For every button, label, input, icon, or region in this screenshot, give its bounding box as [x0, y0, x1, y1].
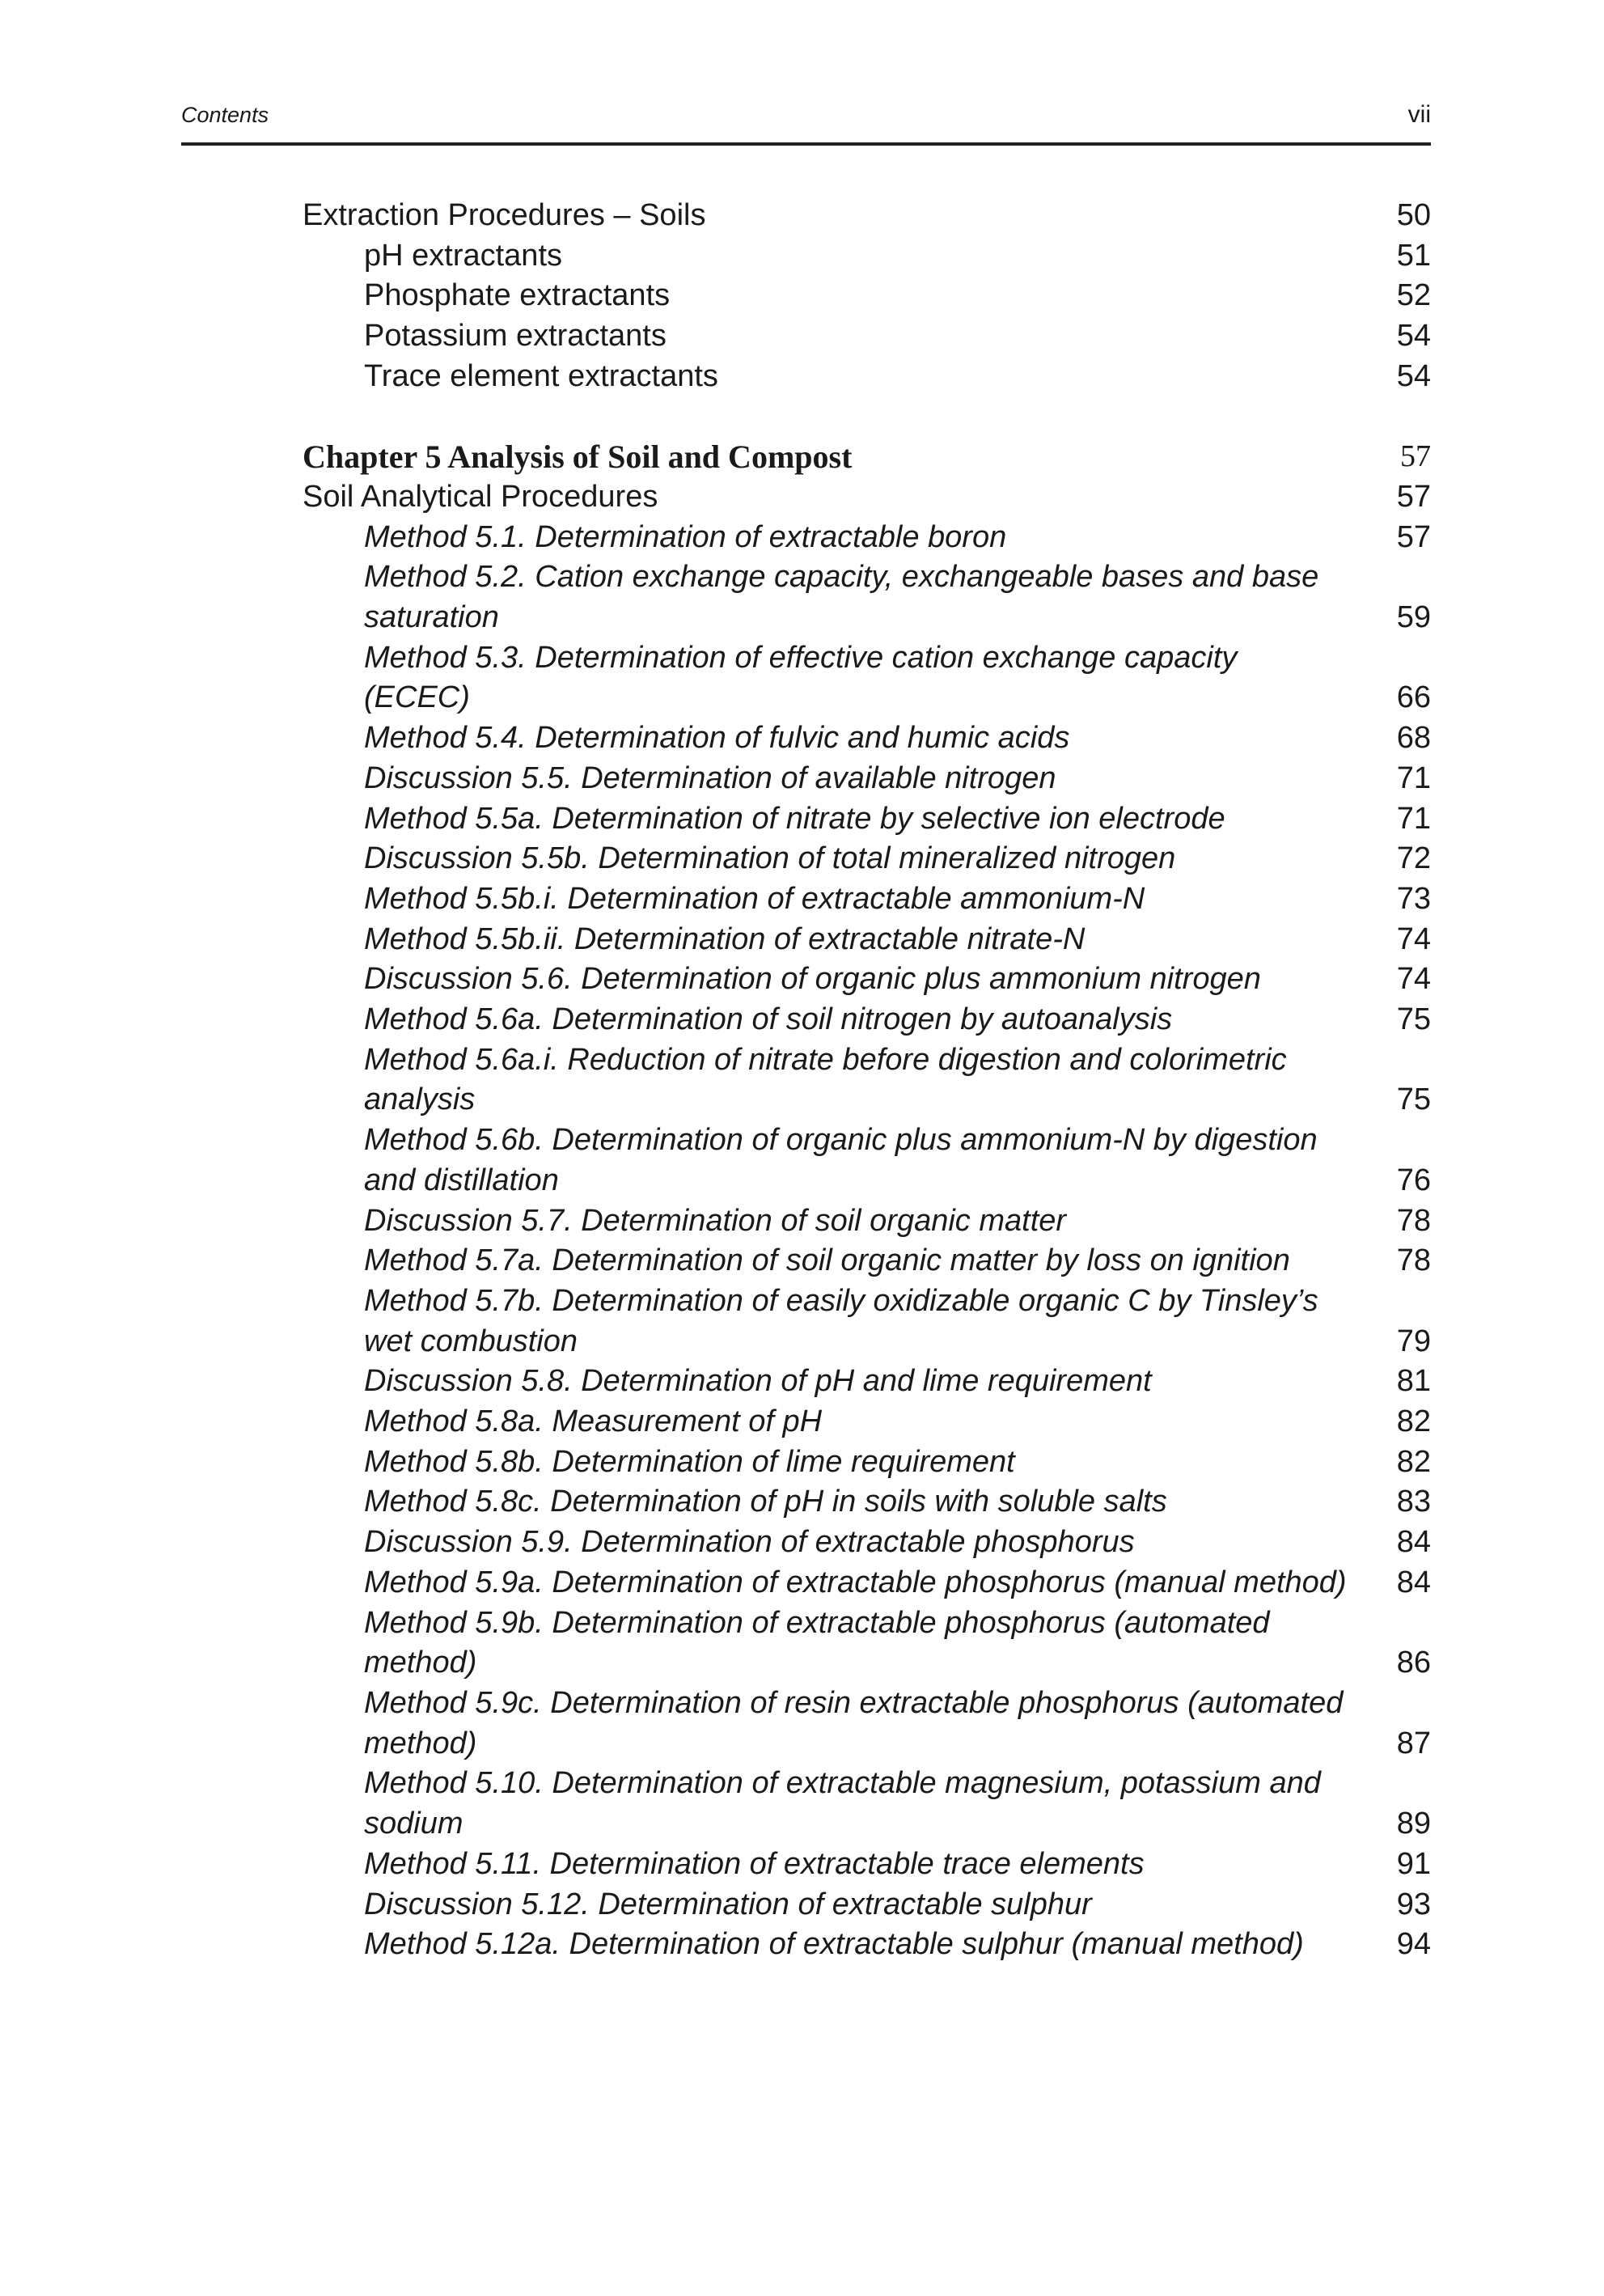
toc-entry-page: 84	[1396, 1565, 1431, 1599]
toc-entry-title: Potassium extractants	[364, 319, 667, 354]
toc-entry-method	[303, 1684, 1431, 1764]
toc-entry-page: 72	[1396, 841, 1431, 876]
toc-entry-title: Method 5.7b. Determination of easily oxidizable organic C by Tinsley’s wet combustion	[364, 1283, 1318, 1358]
toc-entry-page: 91	[1396, 1846, 1431, 1881]
toc-entry-subsection	[303, 236, 1431, 277]
toc-entry-subsection	[303, 357, 1431, 397]
toc-entry-title: Method 5.5b.i. Determination of extractable ammonium-N	[364, 881, 1145, 916]
toc-entry-title: pH extractants	[364, 238, 562, 273]
chapter-page: 57	[1400, 439, 1431, 474]
toc-entry-title: Trace element extractants	[364, 358, 718, 393]
method-list	[303, 518, 1431, 1965]
toc-entry-page: 81	[1396, 1364, 1431, 1399]
toc-entry-page: 71	[1396, 760, 1431, 795]
toc-entry-page: 68	[1396, 721, 1431, 756]
toc-entry-page: 78	[1396, 1203, 1431, 1238]
toc-entry-page: 89	[1396, 1807, 1431, 1841]
toc-entry-section	[303, 196, 1431, 236]
toc-entry-method	[303, 718, 1431, 759]
toc-entry-title: Method 5.5b.ii. Determination of extractable nitrate-N	[364, 921, 1086, 956]
toc-entry-title: Method 5.8a. Measurement of pH	[364, 1404, 823, 1439]
toc-entry-title: Discussion 5.6. Determination of organic plus ammonium nitrogen	[364, 962, 1261, 997]
toc-entry-page: 93	[1396, 1887, 1431, 1921]
toc-entry-page: 50	[1396, 198, 1431, 232]
toc-entry-title: Method 5.12a. Determination of extractable sulphur (manual method)	[364, 1927, 1304, 1962]
toc-entry-title: Method 5.8b. Determination of lime requirement	[364, 1444, 1015, 1479]
toc-entry-page: 59	[1396, 600, 1431, 635]
toc-entry-page: 75	[1396, 1002, 1431, 1037]
toc-entry-method	[303, 1201, 1431, 1242]
toc-entry-method	[303, 518, 1431, 558]
toc-entry-title: Method 5.4. Determination of fulvic and humic acids	[364, 721, 1070, 756]
toc-entry-page: 74	[1396, 921, 1431, 956]
toc-entry-page: 87	[1396, 1726, 1431, 1760]
toc-entry-title: Method 5.9c. Determination of resin extractable phosphorus (automated method)	[364, 1686, 1344, 1760]
toc-entry-page: 73	[1396, 881, 1431, 916]
toc-entry-chapter	[303, 437, 1431, 477]
toc-entry-subsection	[303, 316, 1431, 357]
toc-entry-page: 51	[1396, 238, 1431, 273]
toc-entry-page: 86	[1396, 1646, 1431, 1680]
toc-entry-page: 66	[1396, 680, 1431, 715]
toc-entry-method	[303, 1000, 1431, 1040]
toc-entry-title: Discussion 5.5. Determination of available nitrogen	[364, 760, 1056, 795]
toc-entry-title: Discussion 5.7. Determination of soil organic matter	[364, 1203, 1067, 1238]
toc-entry-method	[303, 1402, 1431, 1442]
toc-entry-page: 74	[1396, 962, 1431, 997]
toc-entry-method	[303, 1764, 1431, 1844]
toc-entry-method	[303, 1120, 1431, 1201]
toc-entry-method	[303, 1563, 1431, 1603]
toc-entry-title: Method 5.1. Determination of extractable boron	[364, 519, 1007, 554]
toc-entry-page: 57	[1396, 519, 1431, 554]
toc-entry-title: Method 5.3. Determination of effective cation exchange capacity (ECEC)	[364, 640, 1238, 715]
toc-entry-title: Discussion 5.9. Determination of extractable phosphorus	[364, 1525, 1135, 1560]
toc-entry-method	[303, 1040, 1431, 1120]
toc-entry-method	[303, 1603, 1431, 1684]
toc-entry-title: Method 5.6b. Determination of organic plus ammonium-N by digestion and distillation	[364, 1123, 1318, 1197]
toc-entry-method	[303, 557, 1431, 638]
toc-entry-page: 75	[1396, 1082, 1431, 1117]
toc-entry-page: 82	[1396, 1404, 1431, 1439]
toc-entry-method	[303, 879, 1431, 920]
running-head-title: Contents	[181, 103, 269, 127]
toc-entry-method	[303, 1925, 1431, 1965]
toc-entry-section	[303, 477, 1431, 518]
toc-entry-page: 57	[1396, 479, 1431, 514]
table-of-contents	[303, 196, 1431, 1965]
toc-entry-method	[303, 839, 1431, 879]
toc-entry-title: Method 5.6a. Determination of soil nitrogen by autoanalysis	[364, 1002, 1173, 1037]
toc-entry-title: Discussion 5.5b. Determination of total mineralized nitrogen	[364, 841, 1176, 876]
toc-entry-title: Method 5.9b. Determination of extractable phosphorus (automated method)	[364, 1605, 1270, 1680]
toc-entry-method	[303, 1442, 1431, 1483]
toc-entry-method	[303, 638, 1431, 718]
toc-entry-page: 54	[1396, 319, 1431, 354]
toc-entry-method	[303, 1241, 1431, 1281]
toc-entry-method	[303, 1885, 1431, 1925]
toc-entry-page: 71	[1396, 801, 1431, 836]
toc-entry-method	[303, 959, 1431, 1000]
chapter-title: Chapter 5 Analysis of Soil and Compost	[303, 438, 853, 476]
toc-entry-page: 54	[1396, 358, 1431, 393]
toc-entry-title: Soil Analytical Procedures	[303, 479, 658, 514]
toc-entry-method	[303, 1523, 1431, 1563]
toc-entry-method	[303, 1281, 1431, 1362]
toc-entry-title: Method 5.5a. Determination of nitrate by selective ion electrode	[364, 801, 1225, 836]
spacer	[303, 397, 1431, 438]
toc-entry-title: Discussion 5.12. Determination of extractable sulphur	[364, 1887, 1092, 1921]
toc-entry-page: 78	[1396, 1243, 1431, 1278]
toc-entry-page: 83	[1396, 1485, 1431, 1519]
toc-entry-page: 84	[1396, 1525, 1431, 1560]
toc-entry-method	[303, 1482, 1431, 1523]
toc-entry-title: Method 5.2. Cation exchange capacity, exchangeable bases and base saturation	[364, 560, 1319, 635]
toc-entry-title: Method 5.9a. Determination of extractable phosphorus (manual method)	[364, 1565, 1347, 1599]
running-head	[181, 99, 1431, 131]
toc-entry-title: Method 5.6a.i. Reduction of nitrate before digestion and colorimetric analysis	[364, 1042, 1287, 1117]
toc-entry-page: 82	[1396, 1444, 1431, 1479]
toc-entry-method	[303, 920, 1431, 960]
running-head-page-number: vii	[1407, 101, 1431, 128]
toc-entry-method	[303, 799, 1431, 840]
toc-entry-title: Method 5.10. Determination of extractable magnesium, potassium and sodium	[364, 1766, 1321, 1841]
toc-entry-title: Method 5.7a. Determination of soil organic matter by loss on ignition	[364, 1243, 1290, 1278]
toc-entry-method	[303, 759, 1431, 799]
toc-entry-title: Method 5.11. Determination of extractable trace elements	[364, 1846, 1145, 1881]
toc-entry-subsection	[303, 276, 1431, 316]
header-rule	[181, 142, 1431, 146]
toc-entry-page: 94	[1396, 1927, 1431, 1962]
toc-entry-title: Discussion 5.8. Determination of pH and lime requirement	[364, 1364, 1152, 1399]
toc-entry-method	[303, 1845, 1431, 1885]
toc-entry-title: Phosphate extractants	[364, 278, 671, 313]
toc-entry-page: 52	[1396, 278, 1431, 313]
toc-entry-title: Extraction Procedures – Soils	[303, 198, 706, 232]
toc-entry-page: 79	[1396, 1324, 1431, 1358]
toc-entry-title: Method 5.8c. Determination of pH in soils with soluble salts	[364, 1485, 1167, 1519]
toc-entry-page: 76	[1396, 1163, 1431, 1197]
toc-entry-method	[303, 1362, 1431, 1402]
